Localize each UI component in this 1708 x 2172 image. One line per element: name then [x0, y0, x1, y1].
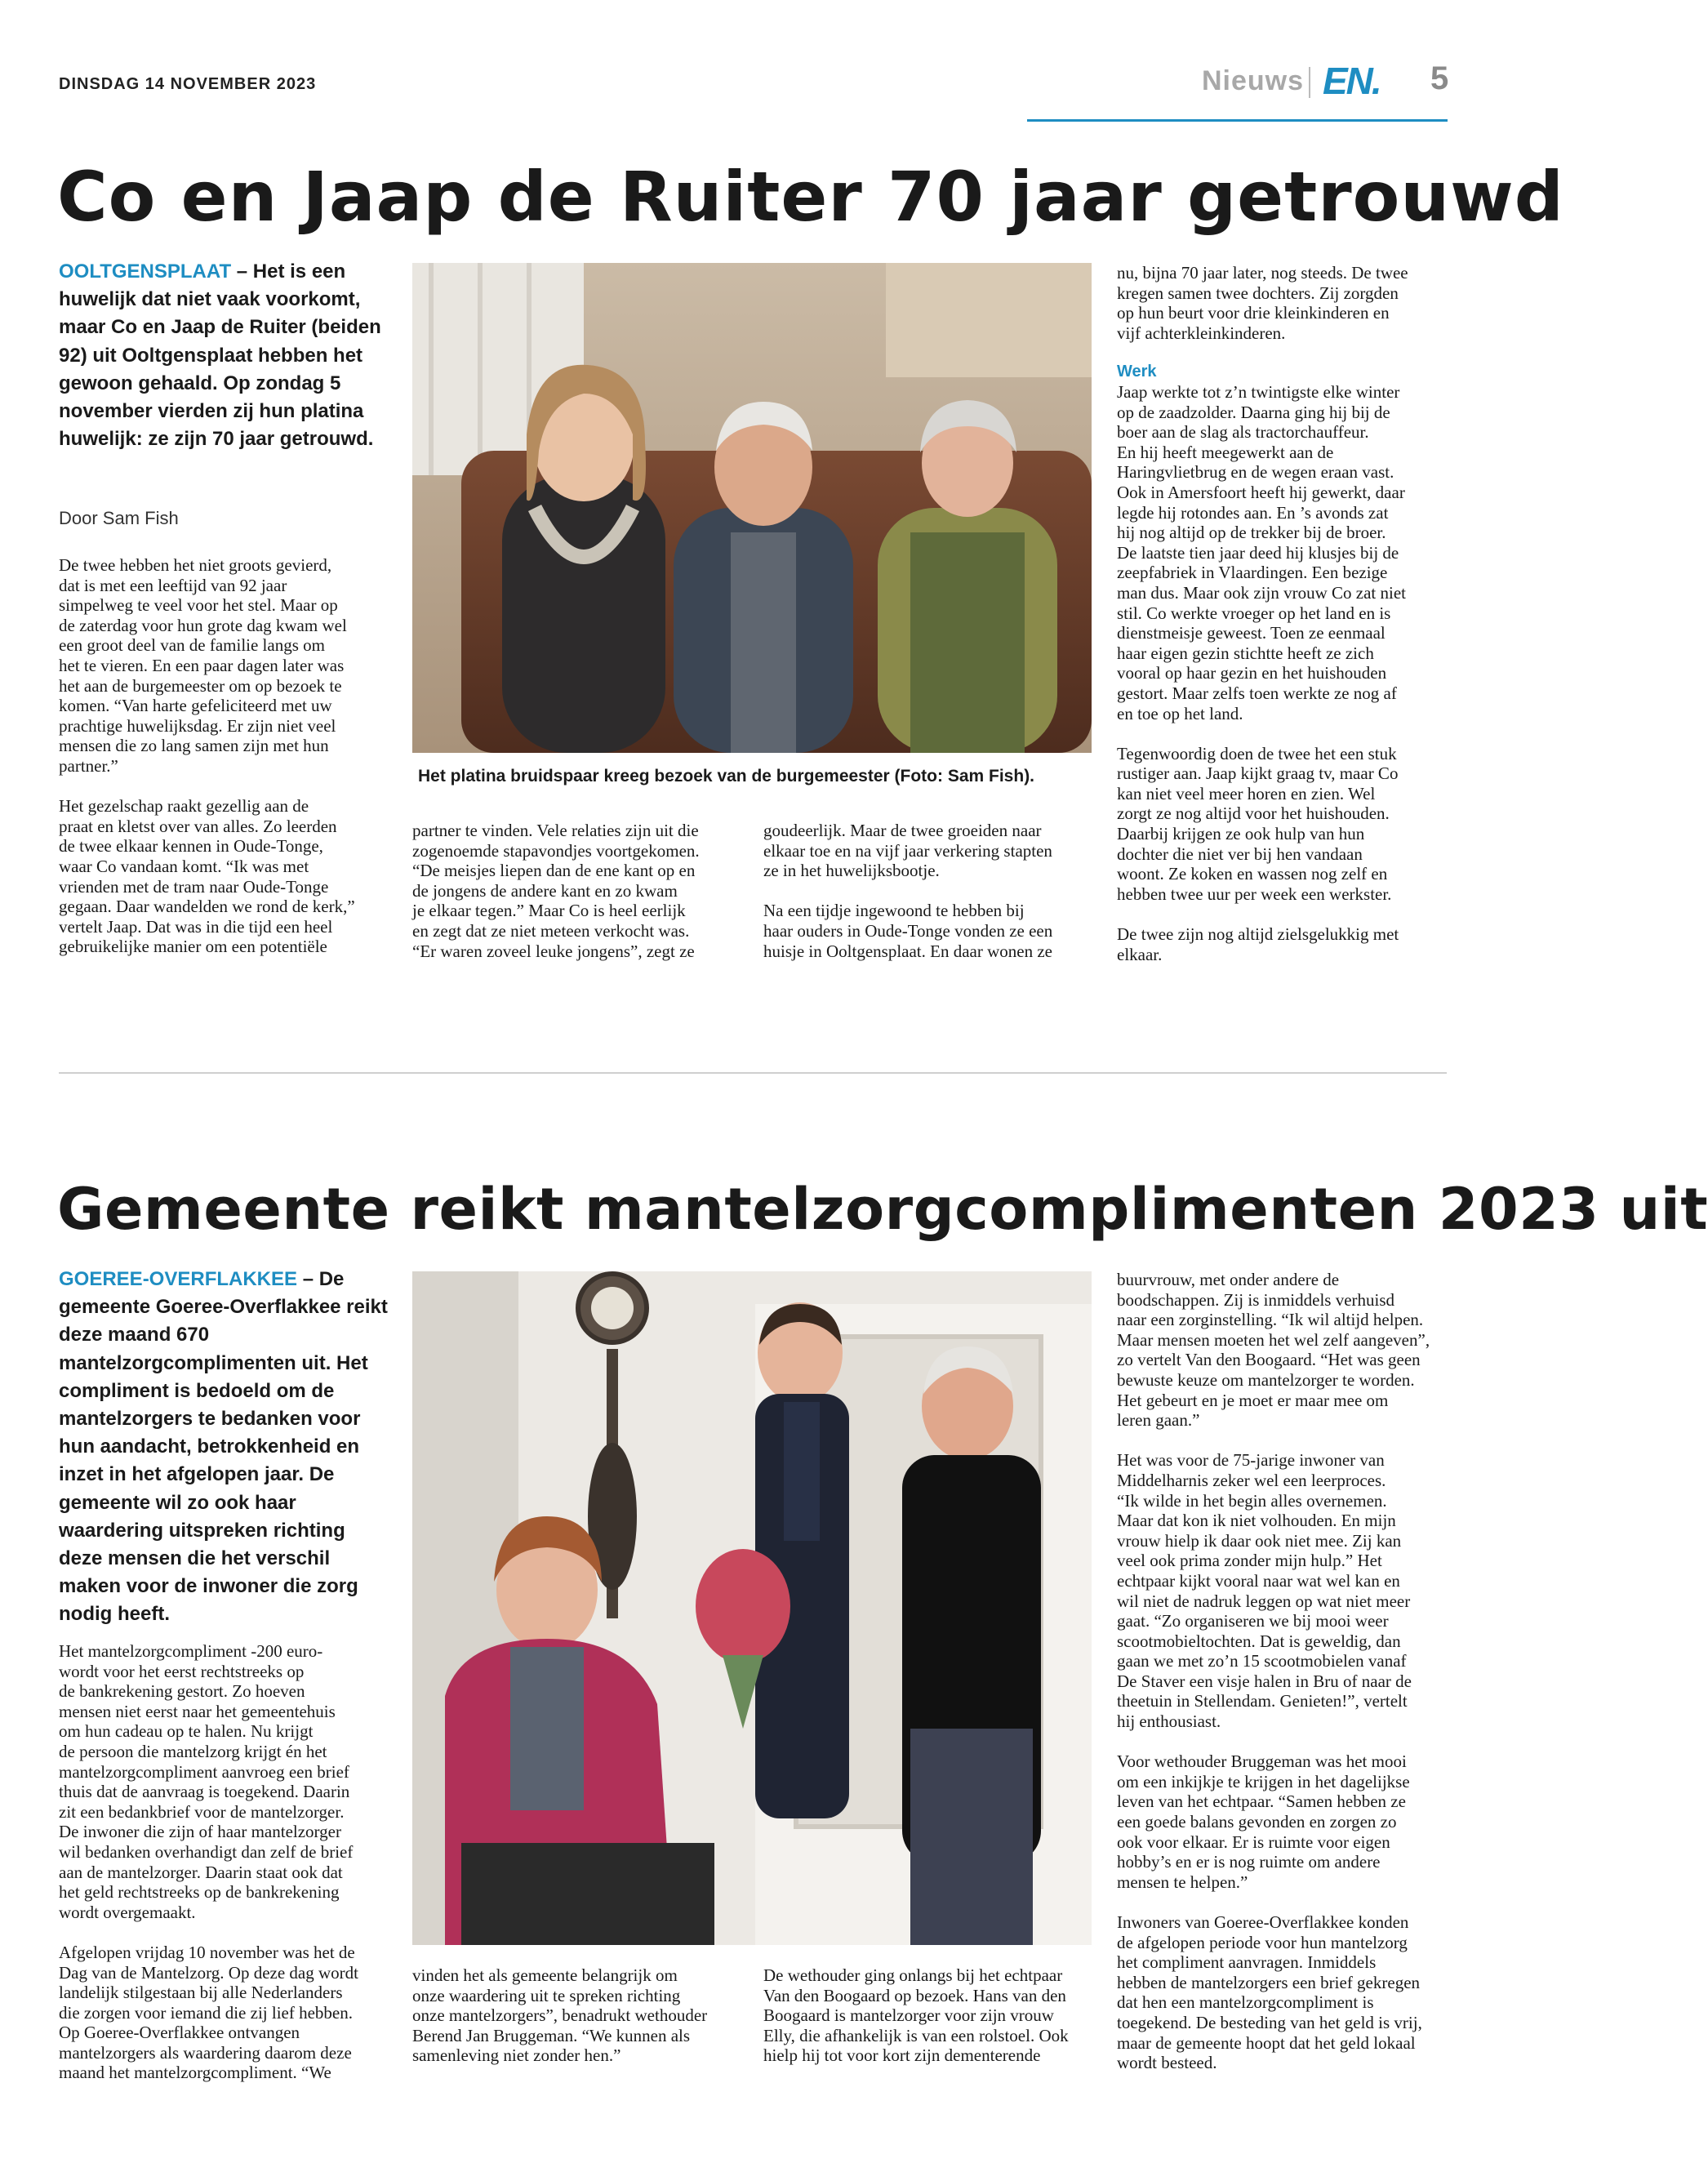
- header-rule: [1027, 119, 1448, 122]
- article1-column-2: partner te vinden. Vele relaties zijn uit die zogenoemde stapavondjes voortgekomen. “De meisjes liepen dan de ene kant op en de jongens de andere kant en zo kwam je elkaar tegen.” Maar Co is heel eerlijk en zegt dat ze niet meteen verkocht was. “Er waren zoveel leuke jongens”, zegt ze: [412, 821, 700, 961]
- article2-headline: Gemeente reikt mantelzorgcomplimenten 2023 uit: [57, 1176, 1708, 1243]
- article1-lead: [59, 258, 394, 453]
- issue-date: DINSDAG 14 NOVEMBER 2023: [59, 75, 317, 93]
- article1-byline: Door Sam Fish: [59, 508, 179, 528]
- article2-photo: [412, 1271, 1092, 1945]
- article2-dateline: GOEREE-OVERFLAKKEE: [59, 1268, 298, 1290]
- article1-photo-caption: Het platina bruidspaar kreeg bezoek van de burgemeester (Foto: Sam Fish).: [418, 767, 1035, 786]
- article1-column-4-top: nu, bijna 70 jaar later, nog steeds. De twee kregen samen twee dochters. Zij zorgden op hun beurt voor drie kleinkinderen en vijf achterkleinkinderen.: [1117, 263, 1408, 343]
- article1-lead-text: – Het is een huwelijk dat niet vaak voorkomt, maar Co en Jaap de Ruiter (beiden 92) uit Ooltgensplaat hebben het gewoon gehaald. Op zondag 5 november vierden zij hun platina huwelijk: ze zijn 70 jaar getrouwd.: [59, 260, 381, 451]
- article2-lead-text: – De gemeente Goeree-Overflakkee reikt deze maand 670 mantelzorgcomplimenten uit. Het compliment is bedoeld om de mantelzorgers te bedanken voor hun aandacht, betrokkenheid en inzet in het afgelopen jaar. De gemeente wil zo ook haar waardering uitspreken richting deze mensen die het verschil maken voor de inwoner die zorg nodig heeft.: [59, 1268, 388, 1626]
- article1-column-1: De twee hebben het niet groots gevierd, dat is met een leeftijd van 92 jaar simpelweg te veel voor het stel. Maar op de zaterdag voor hun grote dag kwam wel een groot deel van de familie langs om het te vieren. En een paar dagen later was het aan de burgemeester om op bezoek te komen. “Van harte gefeliciteerd met uw prachtige huwelijksdag. Er zijn niet veel mensen die zo lang samen zijn met hun partner.” Het gezelschap raakt gezellig aan de praat en kletst over van alles. Zo leerden de twee elkaar kennen in Oude-Tonge, waar Co vandaan komt. “Ik was met vrienden met de tram naar Oude-Tonge gegaan. Daar wandelden we rond de kerk,” vertelt Jaap. Dat was in die tijd een heel gebruikelijke manier om een potentiële: [59, 555, 355, 957]
- couple-with-mayor-image: [412, 263, 1092, 753]
- page-number: 5: [1430, 60, 1449, 96]
- section-label: Nieuws: [1202, 65, 1305, 96]
- newspaper-logo: EN.: [1323, 60, 1381, 102]
- article1-subheading: Werk: [1117, 363, 1157, 381]
- article-divider: [59, 1072, 1447, 1074]
- article1-dateline: OOLTGENSPLAAT: [59, 260, 232, 283]
- article2-column-3: De wethouder ging onlangs bij het echtpaar Van den Boogaard op bezoek. Hans van den Boogaard is mantelzorger voor zijn vrouw Elly, die afhankelijk is van een rolstoel. Ook hielp hij tot voor kort zijn dementerende: [763, 1965, 1069, 2066]
- article1-headline: Co en Jaap de Ruiter 70 jaar getrouwd: [57, 157, 1564, 237]
- article1-column-4: Jaap werkte tot z’n twintigste elke winter op de zaadzolder. Daarna ging hij bij de boer aan de slag als tractorchauffeur. En hij heeft meegewerkt aan de Haringvlietbrug en de wegen eraan vast. Ook in Amersfoort heeft hij gewerkt, daar legde hij rotondes aan. En ’s avonds zat hij nog altijd op de trekker bij de broer. De laatste tien jaar deed hij klusjes bij de zeepfabriek in Vlaardingen. Een bezige man dus. Maar ook zijn vrouw Co zat niet stil. Co werkte vroeger op het land en is dienstmeisje geweest. Toen ze eenmaal haar eigen gezin stichtte heeft ze zich vooral op haar gezin en het huishouden gestort. Maar zelfs toen werkte ze nog af en toe op het land. Tegenwoordig doen de twee het een stuk rustiger aan. Jaap kijkt graag tv, maar Co kan niet veel meer horen en zien. Wel zorgt ze nog altijd voor het huishouden. Daarbij krijgen ze ook hulp van hun dochter die niet ver bij hen vandaan woont. Ze koken en wassen nog zelf en hebben twee uur per week een werkster. De twee zijn nog altijd zielsgelukkig met elkaar.: [1117, 382, 1407, 964]
- article2-lead: [59, 1266, 394, 1629]
- article2-column-4: buurvrouw, met onder andere de boodschappen. Zij is inmiddels verhuisd naar een zorginstelling. “Ik wil altijd helpen. Maar mensen moeten het wel zelf aangeven”, zo vertelt Van den Boogaard. “Het was geen bewuste keuze om mantelzorger te worden. Het gebeurt en je moet er maar mee om leren gaan.” Het was voor de 75-jarige inwoner van Middelharnis zeker wel een leerproces. “Ik wilde in het begin alles overnemen. Maar dat kon ik niet volhouden. En mijn vrouw hielp ik daar ook niet mee. Zij kan veel ook prima zonder mijn hulp.” Het echtpaar kijkt vooral naar wat wel kan en wil niet de nadruk leggen op wat niet meer gaat. “Zo organiseren we bij mooi weer scootmobieltochten. Dat is geweldig, dan gaan we met zo’n 15 scootmobielen vanaf De Staver een visje halen in Bru of naar de theetuin in Stellendam. Genieten!”, vertelt hij enthousiast. Voor wethouder Bruggeman was het mooi om een inkijkje te krijgen in het dagelijkse leven van het echtpaar. “Samen hebben ze een goede balans gevonden en zorgen zo ook voor elkaar. Er is ruimte voor eigen hobby’s en er is nog ruimte om andere mensen te helpen.” Inwoners van Goeree-Overflakkee konden de afgelopen periode voor hun mantelzorg het compliment aanvragen. Inmiddels hebben de mantelzorgers een brief gekregen dat hen een mantelzorgcompliment is toegekend. De besteding van het geld is vrij, maar de gemeente hoopt dat het geld lokaal wordt besteed.: [1117, 1270, 1430, 2073]
- article2-column-2: vinden het als gemeente belangrijk om onze waardering uit te spreken richting onze mantelzorgers”, benadrukt wethouder Berend Jan Bruggeman. “We kunnen als samenleving niet zonder hen.”: [412, 1965, 708, 2066]
- article2-column-1: Het mantelzorgcompliment -200 euro- wordt voor het eerst rechtstreeks op de bankrekening gestort. Zo hoeven mensen niet eerst naar het gemeentehuis om hun cadeau op te halen. Nu krijgt de persoon die mantelzorg krijgt én het mantelzorgcompliment aanvroeg een brief thuis dat de aanvraag is toegekend. Daarin zit een bedankbrief voor de mantelzorger. De inwoner die zijn of haar mantelzorger wil bedanken overhandigt dan zelf de brief aan de mantelzorger. Daarin staat ook dat het geld rechtstreeks op de bankrekening wordt overgemaakt. Afgelopen vrijdag 10 november was het de Dag van de Mantelzorg. Op deze dag wordt landelijk stilgestaan bij alle Nederlanders die zorgen voor iemand die zij lief hebben. Op Goeree-Overflakkee ontvangen mantelzorgers als waardering daarom deze maand het mantelzorgcompliment. “We: [59, 1641, 358, 2083]
- header-separator: [1309, 67, 1310, 98]
- article1-column-3: goudeerlijk. Maar de twee groeiden naar elkaar toe en na vijf jaar verkering stapten ze in het huwelijksbootje. Na een tijdje ingewoond te hebben bij haar ouders in Oude-Tonge vonden ze een huisje in Ooltgensplaat. En daar wonen ze: [763, 821, 1053, 961]
- caregivers-with-alderman-image: [412, 1271, 1092, 1945]
- article1-photo: [412, 263, 1092, 753]
